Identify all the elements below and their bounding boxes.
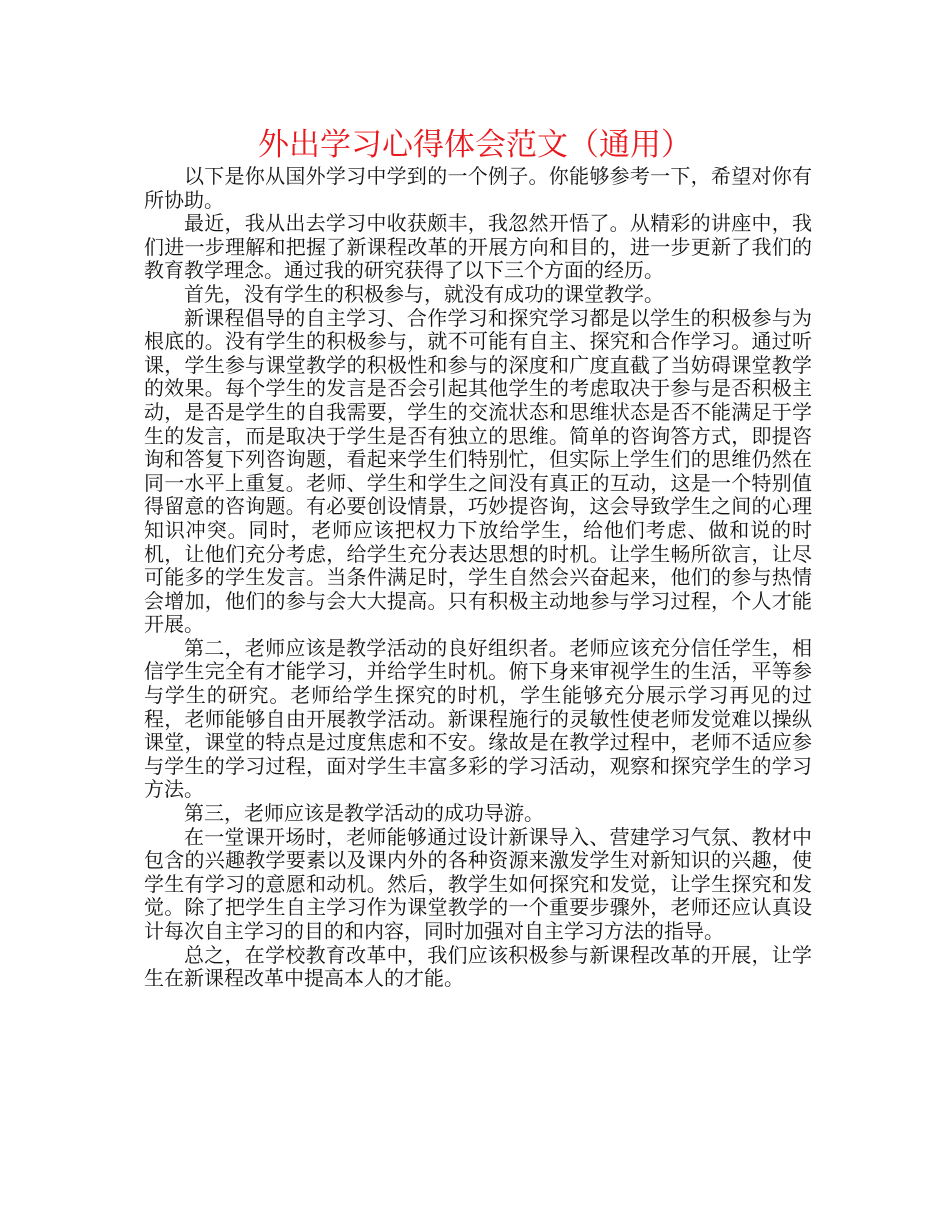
- document-title: 外出学习心得体会范文（通用）: [258, 127, 692, 163]
- paragraph-point-three-body: 在一堂课开场时，老师能够通过设计新课导入、营建学习气氛、教材中包含的兴趣教学要素以及课内外的各种资源来激发学生对新知识的兴趣，使学生有学习的意愿和动机。然后，教学生如何探究和发觉，让学生探究和发觉。除了把学生自主学习作为课堂教学的一个重要步骤外，老师还应认真设计每次自主学习的目的和内容，同时加强对自主学习方法的指导。: [144, 824, 812, 943]
- paragraph-point-three-heading: 第三，老师应该是教学活动的成功导游。: [184, 801, 544, 826]
- paragraph-conclusion: 总之，在学校教育改革中，我们应该积极参与新课程改革的开展，让学生在新课程改革中提高本人的才能。: [144, 942, 812, 991]
- paragraph-intro: 以下是你从国外学习中学到的一个例子。你能够参考一下，希望对你有所协助。: [144, 164, 812, 212]
- paragraph-point-one-heading: 首先，没有学生的积极参与，就没有成功的课堂教学。: [184, 281, 664, 306]
- document-body: [144, 165, 812, 991]
- paragraph-point-two: 第二，老师应该是教学活动的良好组织者。老师应该充分信任学生，相信学生完全有才能学习，并给学生时机。俯下身来审视学生的生活，平等参与学生的研究。老师给学生探究的时机，学生能够充分展示学习再见的过程，老师能够自由开展教学活动。新课程施行的灵敏性使老师发觉难以操纵课堂，课堂的特点是过度焦虑和不安。缘故是在教学过程中，老师不适应参与学生的学习过程，面对学生丰富多彩的学习活动，观察和探究学生的学习方法。: [144, 635, 812, 802]
- paragraph-summary: 最近，我从出去学习中收获颇丰，我忽然开悟了。从精彩的讲座中，我们进一步理解和把握了新课程改革的开展方向和目的，进一步更新了我们的教育教学理念。通过我的研究获得了以下三个方面的经历。: [144, 211, 812, 283]
- paragraph-point-one-body: 新课程倡导的自主学习、合作学习和探究学习都是以学生的积极参与为根底的。没有学生的积极参与，就不可能有自主、探究和合作学习。通过听课，学生参与课堂教学的积极性和参与的深度和广度直截了当妨碍课堂教学的效果。每个学生的发言是否会引起其他学生的考虑取决于参与是否积极主动，是否是学生的自我需要，学生的交流状态和思维状态是否不能满足于学生的发言，而是取决于学生是否有独立的思维。简单的咨询答方式，即提咨询和答复下列咨询题，看起来学生们特别忙，但实际上学生们的思维仍然在同一水平上重复。老师、学生和学生之间没有真正的互动，这是一个特别值得留意的咨询题。有必要创设情景，巧妙提咨询，这会导致学生之间的心理知识冲突。同时，老师应该把权力下放给学生，给他们考虑、做和说的时机，让他们充分考虑，给学生充分表达思想的时机。让学生畅所欲言，让尽可能多的学生发言。当条件满足时，学生自然会兴奋起来，他们的参与热情会增加，他们的参与会大大提高。只有积极主动地参与学习过程，个人才能开展。: [144, 305, 812, 637]
